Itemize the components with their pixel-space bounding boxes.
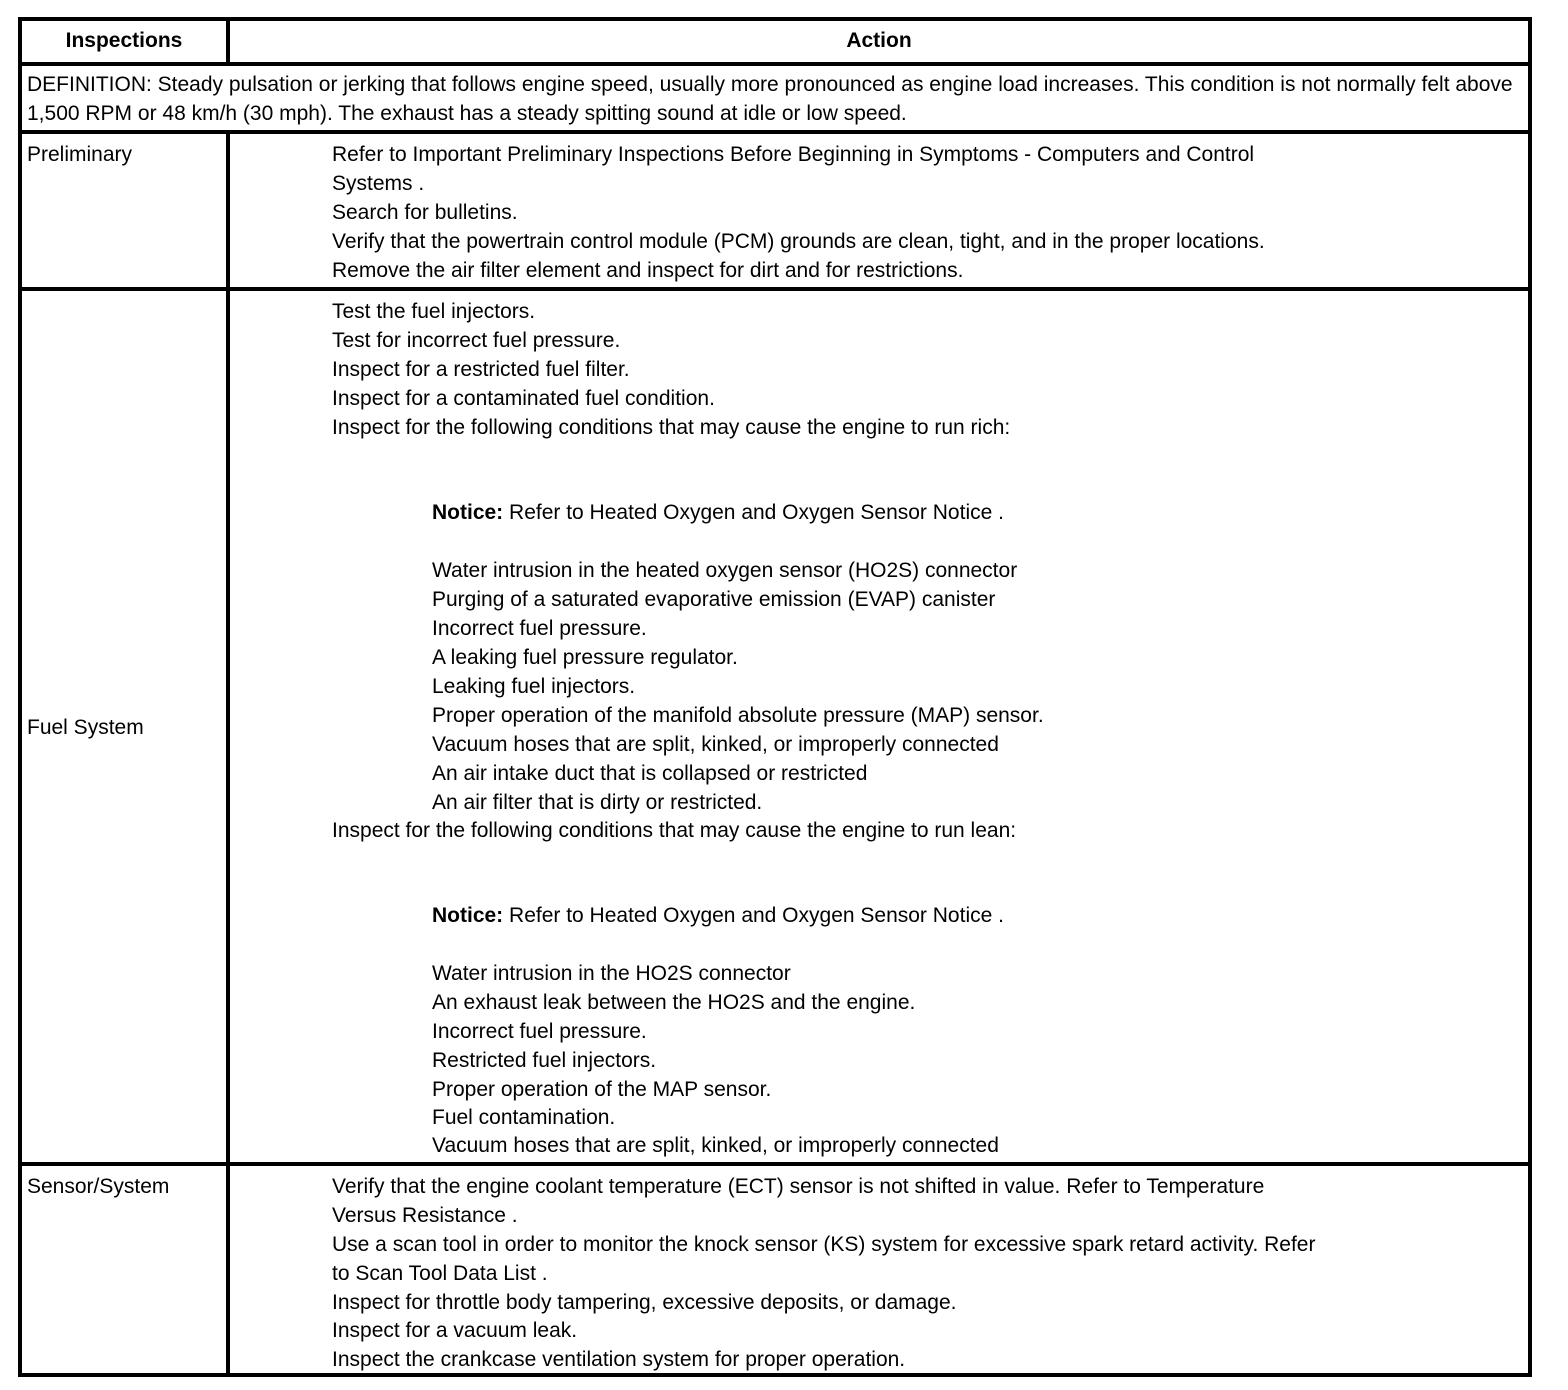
rich-notice-text: Refer to Heated Oxygen and Oxygen Sensor Notice .: [503, 501, 1004, 524]
lean-intro: Inspect for the following conditions that may cause the engine to run lean:: [332, 819, 1017, 842]
rich-item: A leaking fuel pressure regulator.: [432, 646, 738, 669]
header-action: Action: [846, 29, 912, 52]
sensor-line: Inspect for throttle body tampering, excessive deposits, or damage.: [332, 1291, 957, 1314]
row-label-sensor-system: Sensor/System: [27, 1175, 170, 1198]
sensor-line: to Scan Tool Data List .: [332, 1262, 548, 1285]
rich-item: Purging of a saturated evaporative emission (EVAP) canister: [432, 588, 996, 611]
lean-item: Water intrusion in the HO2S connector: [432, 962, 791, 985]
rich-item: Vacuum hoses that are split, kinked, or improperly connected: [432, 733, 999, 756]
definition-text: DEFINITION: Steady pulsation or jerking that follows engine speed, usually more pronounced as engine load increases. This condition is not normally felt above 1,500 RPM or 48 km/h (30 mph). The exhaust has a steady spitting sound at idle or low speed.: [27, 73, 1513, 125]
preliminary-line: Search for bulletins.: [332, 201, 518, 224]
preliminary-line: Remove the air filter element and inspect for dirt and for restrictions.: [332, 259, 964, 282]
header-divider: [22, 62, 1528, 66]
preliminary-line: Systems .: [332, 172, 425, 195]
rich-notice: [432, 498, 1004, 527]
rich-item: Proper operation of the manifold absolute pressure (MAP) sensor.: [432, 704, 1044, 727]
rich-item: An air filter that is dirty or restricted.: [432, 791, 763, 814]
rich-item: Water intrusion in the heated oxygen sensor (HO2S) connector: [432, 559, 1018, 582]
lean-item: Incorrect fuel pressure.: [432, 1020, 647, 1043]
lean-item: Vacuum hoses that are split, kinked, or improperly connected: [432, 1134, 999, 1157]
rich-item: Incorrect fuel pressure.: [432, 617, 647, 640]
rich-notice-label: Notice:: [432, 501, 504, 524]
fuel-line: Inspect for a restricted fuel filter.: [332, 358, 630, 381]
lean-item: An exhaust leak between the HO2S and the engine.: [432, 991, 916, 1014]
column-divider: [226, 134, 230, 1373]
rich-item: An air intake duct that is collapsed or restricted: [432, 762, 868, 785]
row-label-fuel-system: Fuel System: [27, 716, 144, 739]
fuel-line: Inspect for a contaminated fuel condition.: [332, 387, 715, 410]
preliminary-line: Refer to Important Preliminary Inspections Before Beginning in Symptoms - Computers and Control: [332, 143, 1255, 166]
lean-item: Proper operation of the MAP sensor.: [432, 1078, 772, 1101]
rich-item: Leaking fuel injectors.: [432, 675, 636, 698]
lean-item: Fuel contamination.: [432, 1106, 616, 1129]
lean-notice: [432, 901, 1004, 930]
sensor-line: Use a scan tool in order to monitor the knock sensor (KS) system for excessive spark retard activity. Refer: [332, 1233, 1316, 1256]
fuel-line: Inspect for the following conditions that may cause the engine to run rich:: [332, 416, 1011, 439]
fuel-divider: [22, 1162, 1528, 1166]
fuel-line: Test for incorrect fuel pressure.: [332, 329, 621, 352]
preliminary-divider: [22, 287, 1528, 291]
sensor-line: Inspect the crankcase ventilation system for proper operation.: [332, 1348, 906, 1371]
row-label-preliminary: Preliminary: [27, 143, 133, 166]
lean-item: Restricted fuel injectors.: [432, 1049, 657, 1072]
sensor-line: Inspect for a vacuum leak.: [332, 1319, 578, 1342]
preliminary-line: Verify that the powertrain control module (PCM) grounds are clean, tight, and in the proper locations.: [332, 230, 1265, 253]
header-inspections: Inspections: [65, 29, 183, 52]
sensor-line: Versus Resistance .: [332, 1204, 518, 1227]
fuel-line: Test the fuel injectors.: [332, 300, 536, 323]
header-column-divider: [226, 21, 230, 62]
lean-notice-text: Refer to Heated Oxygen and Oxygen Sensor Notice .: [503, 904, 1004, 927]
diagnostic-table: [18, 17, 1532, 1377]
definition-divider: [22, 130, 1528, 134]
sensor-line: Verify that the engine coolant temperature (ECT) sensor is not shifted in value. Refer to Temperature: [332, 1175, 1265, 1198]
lean-notice-label: Notice:: [432, 904, 504, 927]
